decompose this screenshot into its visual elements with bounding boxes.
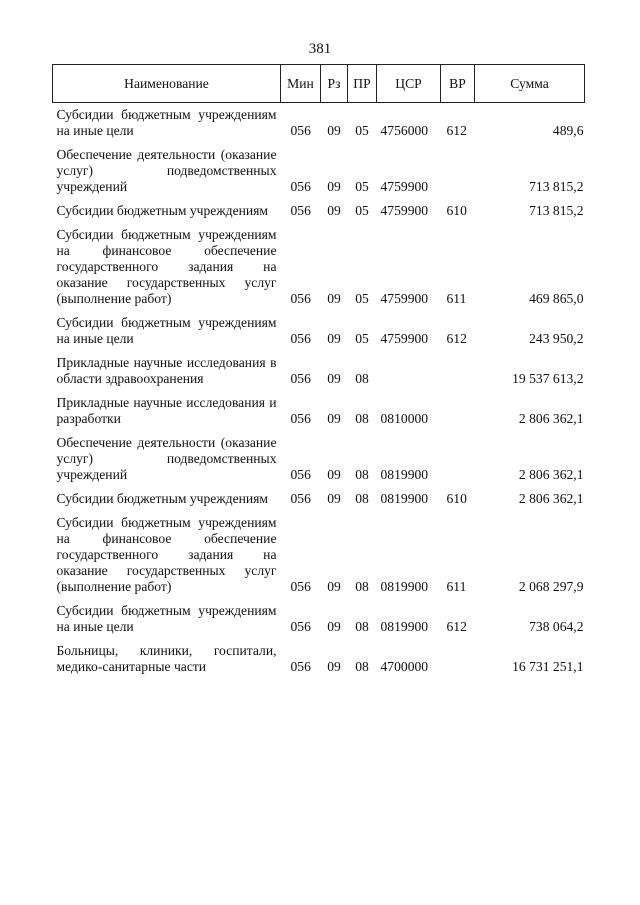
row-vr-cell: 611 — [446, 579, 467, 594]
row-vr-cell: 610 — [446, 491, 467, 506]
row-pr-cell: 08 — [355, 659, 369, 674]
row-name-cell: Больницы, клиники, госпитали, медико-санитарные части — [56, 643, 277, 674]
table-row — [53, 311, 585, 351]
table-row — [53, 511, 585, 599]
row-min-cell: 056 — [290, 371, 311, 386]
row-pr-cell: 05 — [355, 291, 369, 306]
row-csr-cell: 4759900 — [380, 331, 429, 346]
row-pr-cell: 05 — [355, 123, 369, 138]
header-rz: Рз — [321, 65, 348, 103]
row-rz-cell: 09 — [327, 371, 341, 386]
row-pr-cell: 08 — [355, 371, 369, 386]
row-sum-cell: 2 806 362,1 — [518, 467, 584, 482]
row-min-cell: 056 — [290, 179, 311, 194]
row-csr-cell: 0810000 — [380, 411, 429, 426]
table-row — [53, 103, 585, 144]
row-sum-cell: 713 815,2 — [529, 179, 584, 194]
row-csr-cell: 4759900 — [380, 203, 429, 218]
row-vr-cell: 612 — [446, 331, 467, 346]
row-vr-cell — [441, 143, 475, 199]
row-name-cell: Субсидии бюджетным учреждениям на финансовое обеспечение государственного задания на оказание государственных услуг (выполнение работ) — [56, 515, 277, 594]
row-min-cell: 056 — [290, 331, 311, 346]
row-vr-cell: 612 — [446, 619, 467, 634]
row-sum-cell: 738 064,2 — [529, 619, 584, 634]
header-pr: ПР — [348, 65, 377, 103]
table-row — [53, 351, 585, 391]
row-sum-cell: 2 806 362,1 — [518, 411, 584, 426]
row-sum-cell: 19 537 613,2 — [512, 371, 584, 386]
table-row — [53, 223, 585, 311]
row-name-cell: Субсидии бюджетным учреждениям — [56, 491, 269, 506]
row-rz-cell: 09 — [327, 579, 341, 594]
row-csr-cell: 0819900 — [380, 619, 429, 634]
row-name-cell: Обеспечение деятельности (оказание услуг) подведомственных учреждений — [56, 435, 277, 482]
row-rz-cell: 09 — [327, 411, 341, 426]
budget-table — [52, 64, 585, 679]
row-vr-cell — [441, 639, 475, 679]
row-pr-cell: 08 — [355, 619, 369, 634]
row-pr-cell: 08 — [355, 411, 369, 426]
row-sum-cell: 2 806 362,1 — [518, 491, 584, 506]
row-rz-cell: 09 — [327, 291, 341, 306]
row-rz-cell: 09 — [327, 467, 341, 482]
page-number: 381 — [308, 41, 332, 57]
table-row — [53, 639, 585, 679]
row-pr-cell: 05 — [355, 203, 369, 218]
header-vr: ВР — [441, 65, 475, 103]
header-min: Мин — [281, 65, 321, 103]
table-row — [53, 391, 585, 431]
row-min-cell: 056 — [290, 579, 311, 594]
header-name: Наименование — [53, 65, 281, 103]
table-row — [53, 143, 585, 199]
row-rz-cell: 09 — [327, 203, 341, 218]
row-csr-cell: 4759900 — [380, 291, 429, 306]
row-csr-cell: 4700000 — [380, 659, 429, 674]
row-min-cell: 056 — [290, 619, 311, 634]
row-min-cell: 056 — [290, 467, 311, 482]
row-csr-cell: 4759900 — [380, 179, 429, 194]
row-vr-cell — [441, 431, 475, 487]
row-min-cell: 056 — [290, 291, 311, 306]
row-pr-cell: 08 — [355, 467, 369, 482]
row-sum-cell: 243 950,2 — [529, 331, 584, 346]
header-csr: ЦСР — [377, 65, 441, 103]
table-row — [53, 487, 585, 511]
table-row — [53, 199, 585, 223]
row-min-cell: 056 — [290, 659, 311, 674]
row-csr-cell: 0819900 — [380, 491, 429, 506]
row-csr-cell: 0819900 — [380, 579, 429, 594]
row-sum-cell: 16 731 251,1 — [512, 659, 584, 674]
row-name-cell: Субсидии бюджетным учреждениям на иные цели — [56, 603, 277, 634]
table-header-row — [53, 65, 585, 103]
row-name-cell: Прикладные научные исследования в области здравоохранения — [56, 355, 277, 386]
row-min-cell: 056 — [290, 411, 311, 426]
row-name-cell: Субсидии бюджетным учреждениям на иные цели — [56, 107, 277, 138]
row-sum-cell: 489,6 — [552, 123, 584, 138]
row-vr-cell: 611 — [446, 291, 467, 306]
row-pr-cell: 05 — [355, 179, 369, 194]
row-rz-cell: 09 — [327, 491, 341, 506]
row-csr-cell: 0819900 — [380, 467, 429, 482]
row-vr-cell — [441, 351, 475, 391]
row-rz-cell: 09 — [327, 619, 341, 634]
row-rz-cell: 09 — [327, 179, 341, 194]
row-rz-cell: 09 — [327, 123, 341, 138]
row-rz-cell: 09 — [327, 659, 341, 674]
row-rz-cell: 09 — [327, 331, 341, 346]
row-min-cell: 056 — [290, 491, 311, 506]
row-min-cell: 056 — [290, 203, 311, 218]
row-name-cell: Обеспечение деятельности (оказание услуг) подведомственных учреждений — [56, 147, 277, 194]
row-vr-cell — [441, 391, 475, 431]
row-name-cell: Субсидии бюджетным учреждениям на иные цели — [56, 315, 277, 346]
table-body — [53, 103, 585, 680]
row-sum-cell: 2 068 297,9 — [518, 579, 584, 594]
row-sum-cell: 713 815,2 — [529, 203, 584, 218]
row-pr-cell: 05 — [355, 331, 369, 346]
row-vr-cell: 610 — [446, 203, 467, 218]
table-row — [53, 599, 585, 639]
row-name-cell: Субсидии бюджетным учреждениям на финансовое обеспечение государственного задания на оказание государственных услуг (выполнение работ) — [56, 227, 277, 306]
row-csr-cell — [377, 351, 441, 391]
row-name-cell: Прикладные научные исследования и разработки — [56, 395, 277, 426]
header-sum: Сумма — [475, 65, 585, 103]
table-row — [53, 431, 585, 487]
row-vr-cell: 612 — [446, 123, 467, 138]
row-name-cell: Субсидии бюджетным учреждениям — [56, 203, 269, 218]
row-sum-cell: 469 865,0 — [529, 291, 584, 306]
row-pr-cell: 08 — [355, 491, 369, 506]
row-pr-cell: 08 — [355, 579, 369, 594]
row-min-cell: 056 — [290, 123, 311, 138]
row-csr-cell: 4756000 — [380, 123, 429, 138]
